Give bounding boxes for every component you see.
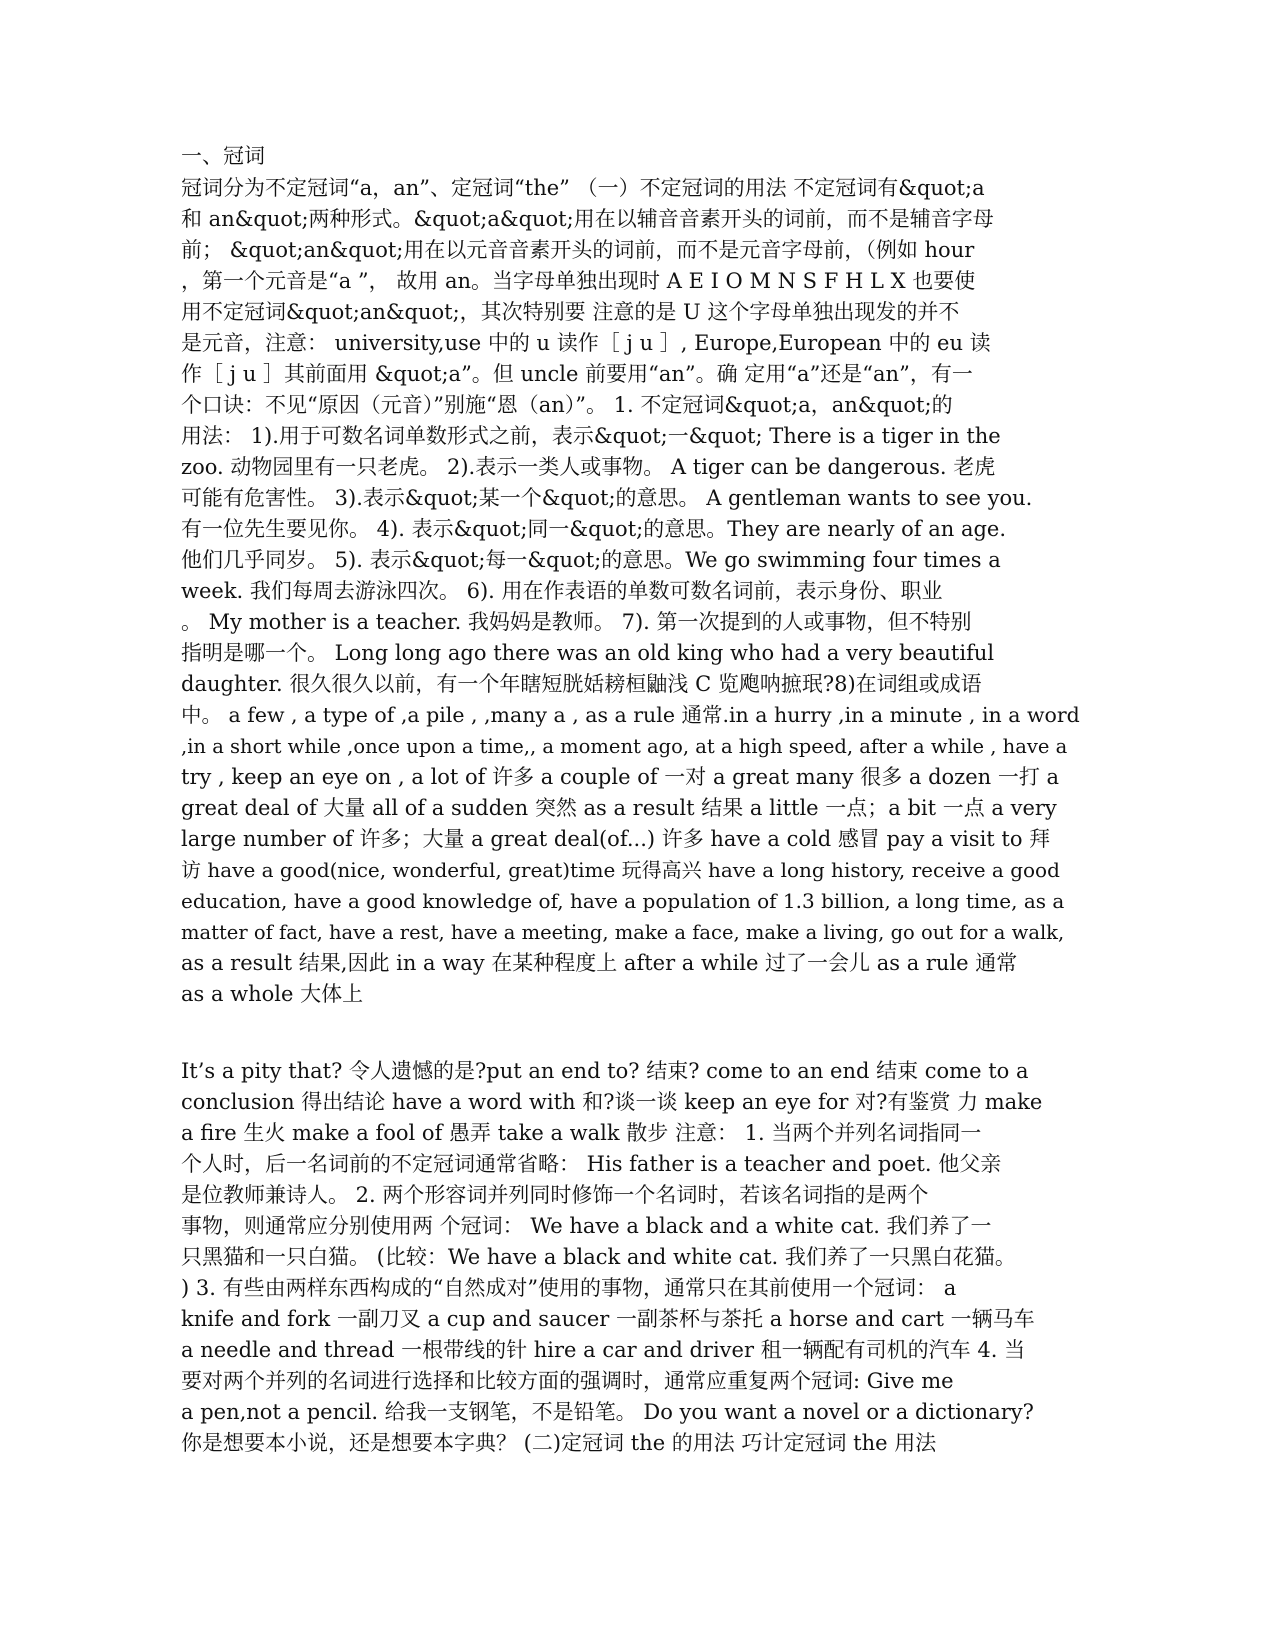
text-line: 有一位先生要见你。 4). 表示&quot;同一&quot;的意思。They are nearly of an age. xyxy=(181,517,1007,541)
text-line: a pen,not a pencil. 给我一支钢笔，不是铅笔。 Do you want a novel or a dictionary? xyxy=(181,1400,1034,1424)
text-line: a needle and thread 一根带线的针 hire a car and driver 租一辆配有司机的汽车 4. 当 xyxy=(181,1338,1026,1362)
text-line: 是位教师兼诗人。 2. 两个形容词并列同时修饰一个名词时，若该名词指的是两个 xyxy=(181,1183,929,1207)
text-line: 访 have a good(nice, wonderful, great)time 玩得高兴 have a long history, receive a good xyxy=(181,858,1060,882)
text-line: 你是想要本小说，还是想要本字典？ (二)定冠词 the 的用法 巧计定冠词 the 用法 xyxy=(181,1431,937,1455)
text-line: 。 My mother is a teacher. 我妈妈是教师。 7). 第一次提到的人或事物，但不特别 xyxy=(181,610,972,634)
text-line: 指明是哪一个。 Long long ago there was an old king who had a very beautiful xyxy=(181,641,995,665)
text-line: 事物，则通常应分别使用两 个冠词： We have a black and a white cat. 我们养了一 xyxy=(181,1214,992,1238)
text-line: week. 我们每周去游泳四次。 6). 用在作表语的单数可数名词前，表示身份、职业 xyxy=(181,579,943,603)
section-heading: 一、冠词 xyxy=(181,144,265,168)
text-line: large number of 许多；大量 a great deal(of...) 许多 have a cold 感冒 pay a visit to 拜 xyxy=(181,827,1051,851)
text-line: conclusion 得出结论 have a word with 和?谈一谈 keep an eye for 对?有鉴赏 力 make xyxy=(181,1090,1043,1114)
text-line: education, have a good knowledge of, have a population of 1.3 billion, a long time, as a xyxy=(181,889,1065,913)
text-line: knife and fork 一副刀叉 a cup and saucer 一副茶杯与茶托 a horse and cart 一辆马车 xyxy=(181,1307,1035,1331)
text-line: great deal of 大量 all of a sudden 突然 as a result 结果 a little 一点；a bit 一点 a very xyxy=(181,796,1057,820)
text-line: daughter. 很久很久以前，有一个年瞎短胱姡耪桓鼬浅 C 览飑呐摭珉?8)在词组或成语 xyxy=(181,672,982,696)
text-line: 作［ j u ］其前面用 &quot;a”。但 uncle 前要用“an”。确 定用“a”还是“an”，有一 xyxy=(181,362,973,386)
paragraph-indefinite-article xyxy=(181,173,1081,1010)
text-line: 用法： 1).用于可数名词单数形式之前，表示&quot;一&quot; There is a tiger in the xyxy=(181,424,1001,448)
text-line: It’s a pity that? 令人遗憾的是?put an end to? 结束? come to an end 结束 come to a xyxy=(181,1059,1029,1083)
text-line: 中。 a few , a type of ,a pile , ,many a , as a rule 通常.in a hurry ,in a minute , in a word xyxy=(181,703,1080,727)
text-line: ,in a short while ,once upon a time,, a moment ago, at a high speed, after a while , have a xyxy=(181,735,1068,758)
text-line: matter of fact, have a rest, have a meeting, make a face, make a living, go out for a walk, xyxy=(181,921,1065,944)
text-line: 只黑猫和一只白猫。 (比较：We have a black and white cat. 我们养了一只黑白花猫。 xyxy=(181,1245,1016,1269)
text-line: try , keep an eye on , a lot of 许多 a couple of 一对 a great many 很多 a dozen 一打 a xyxy=(181,765,1060,789)
paragraph-spacer xyxy=(181,1010,1081,1056)
text-line: 和 an&quot;两种形式。&quot;a&quot;用在以辅音音素开头的词前，而不是辅音字母 xyxy=(181,207,994,231)
text-line: 可能有危害性。 3).表示&quot;某一个&quot;的意思。 A gentleman wants to see you. xyxy=(181,486,1033,510)
text-line: 他们几乎同岁。 5). 表示&quot;每一&quot;的意思。We go swimming four times a xyxy=(181,548,1001,572)
text-line: ) 3. 有些由两样东西构成的“自然成对”使用的事物，通常只在其前使用一个冠词： a xyxy=(181,1276,957,1300)
text-line: 用不定冠词&quot;an&quot;，其次特别要 注意的是 U 这个字母单独出现发的并不 xyxy=(181,300,960,324)
text-line: as a result 结果,因此 in a way 在某种程度上 after a while 过了一会儿 as a rule 通常 xyxy=(181,951,1018,975)
text-line: 个口诀：不见“原因（元音）”别施“恩（an）”。 1. 不定冠词&quot;a，an&quot;的 xyxy=(181,393,953,417)
text-line: 是元音，注意： university,use 中的 u 读作［ j u ］, Europe,European 中的 eu 读 xyxy=(181,331,991,355)
text-line: ，第一个元音是“a ”， 故用 an。当字母单独出现时 A E I O M N S F H L X 也要使 xyxy=(181,269,976,293)
text-line: 前； &quot;an&quot;用在以元音音素开头的词前，而不是元音字母前，（例如 hour xyxy=(181,238,975,262)
text-line: 冠词分为不定冠词“a，an”、定冠词“the” （一）不定冠词的用法 不定冠词有&quot;a xyxy=(181,176,985,200)
text-line: a fire 生火 make a fool of 愚弄 take a walk 散步 注意： 1. 当两个并列名词指同一 xyxy=(181,1121,982,1145)
text-line: as a whole 大体上 xyxy=(181,982,364,1006)
text-line: 个人时，后一名词前的不定冠词通常省略： His father is a teacher and poet. 他父亲 xyxy=(181,1152,1002,1176)
document-page xyxy=(181,140,1081,1459)
paragraph-article-notes xyxy=(181,1056,1081,1459)
text-line: 要对两个并列的名词进行选择和比较方面的强调时，通常应重复两个冠词: Give me xyxy=(181,1369,954,1393)
text-line: zoo. 动物园里有一只老虎。 2).表示一类人或事物。 A tiger can be dangerous. 老虎 xyxy=(181,455,996,479)
